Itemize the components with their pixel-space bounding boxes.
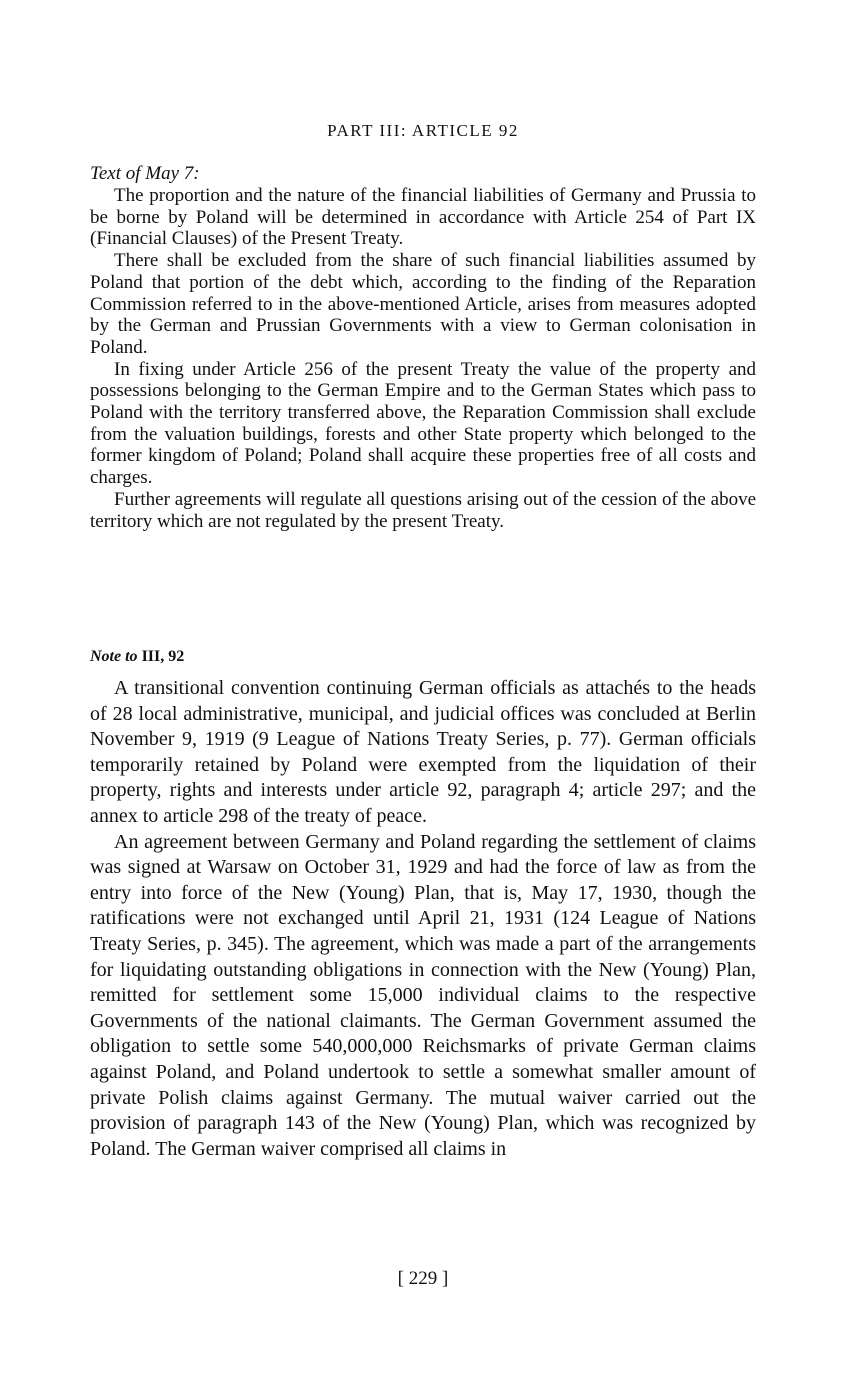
note-paragraph-2: An agreement between Germany and Poland regarding the settlement of claims was signed at Warsaw on October 31, 1929 and had the force of law as from the entry into force of the New (Young) Plan, that is, May 17, 1930, though the ratifications were not exchanged until April 21, 1931 (124 League of Nations Treaty Series, p. 345). The agreement, which was made a part of the arrangements for liquidating outstanding obligations in connection with the New (Young) Plan, remitted for settlement some 15,000 individual claims to the respective Governments of the national claimants. The German Government assumed the obligation to settle some 540,000,000 Reichsmarks of private German claims against Poland, and Poland undertook to settle a somewhat smaller amount of private Polish claims against Germany. The mutual waiver carried out the provision of paragraph 143 of the New (Young) Plan, which was recognized by Poland. The German waiver comprised all claims in [90, 830, 756, 1160]
note-heading-ref: III, 92 [141, 648, 185, 665]
note-paragraph-1: A transitional convention continuing German officials as attachés to the heads of 28 local administrative, municipal, and judicial offices was concluded at Berlin November 9, 1919 (9 League of Nations Treaty Series, p. 77). German officials temporarily retained by Poland were exempted from the liquidation of their property, rights and interests under article 92, paragraph 4; article 297; and the annex to article 298 of the treaty of peace. [90, 677, 756, 827]
may-paragraph-2: There shall be excluded from the share of such financial liabilities assumed by Poland that portion of the debt which, according to the finding of the Reparation Commission referred to in the above-mentioned Article, arises from measures adopted by the German and Prussian Governments with a view to German colonisation in Poland. [90, 250, 756, 358]
running-head: PART III: ARTICLE 92 [327, 121, 519, 140]
may-text-body [90, 185, 756, 532]
note-heading-note: Note [90, 648, 122, 665]
may-paragraph-1: The proportion and the nature of the financial liabilities of Germany and Prussia to be borne by Poland will be determined in accordance with Article 254 of Part IX (Financial Clauses) of the Present Treaty. [90, 185, 756, 250]
text-heading: Text of May 7: [90, 163, 200, 184]
note-body [90, 676, 756, 1162]
note-heading-to: to [125, 648, 138, 665]
may-paragraph-3: In fixing under Article 256 of the present Treaty the value of the property and possessions belonging to the German Empire and to the German States which pass to Poland with the territory transferred above, the Reparation Commission shall exclude from the valuation buildings, forests and other State property which belonged to the former kingdom of Poland; Poland shall acquire these properties free of all costs and charges. [90, 358, 756, 489]
note-heading [90, 648, 184, 666]
may-paragraph-4: Further agreements will regulate all questions arising out of the cession of the above territory which are not regulated by the present Treaty. [90, 488, 756, 532]
page-number: [ 229 ] [397, 1268, 449, 1289]
